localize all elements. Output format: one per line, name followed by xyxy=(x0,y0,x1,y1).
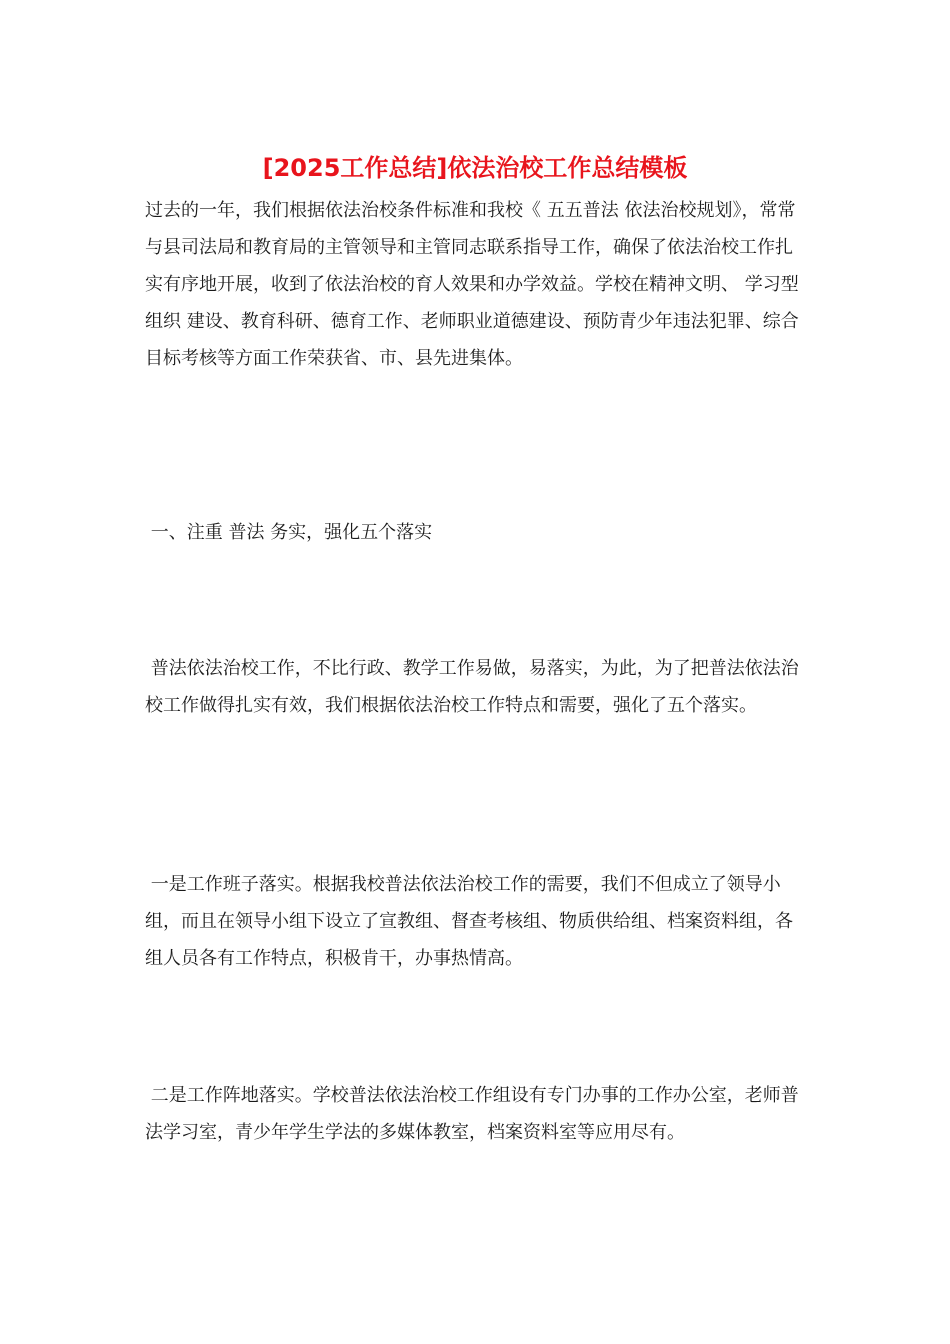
section-heading-1: 一、注重 普法 务实，强化五个落实 xyxy=(145,522,433,543)
intro-paragraph: 过去的一年，我们根据依法治校条件标准和我校《 五五普法 依法治校规划》，常常与县司法局和教育局的主管领导和主管同志联系指导工作，确保了依法治校工作扎实有序地开展，收到了依法治校的育人效果和办学效益。学校在精神文明、 学习型组织 建设、教育科研、德育工作、老师职业道德建设、预防青少年违法犯罪、综合目标考核等方面工作荣获省、市、县先进集体。 xyxy=(145,200,799,369)
body-paragraph-first-item: 一是工作班子落实。根据我校普法依法治校工作的需要，我们不但成立了领导小组，而且在领导小组下设立了宣教组、督查考核组、物质供给组、档案资料组，各组人员各有工作特点，积极肯干，办事热情高。 xyxy=(145,874,793,969)
document-title: [2025工作总结]依法治校工作总结模板 xyxy=(262,154,688,182)
body-paragraph-second-item: 二是工作阵地落实。学校普法依法治校工作组设有专门办事的工作办公室，老师普法学习室，青少年学生学法的多媒体教室，档案资料室等应用尽有。 xyxy=(145,1085,799,1143)
body-paragraph-pufa: 普法依法治校工作，不比行政、教学工作易做，易落实，为此，为了把普法依法治校工作做得扎实有效，我们根据依法治校工作特点和需要，强化了五个落实。 xyxy=(145,658,799,716)
